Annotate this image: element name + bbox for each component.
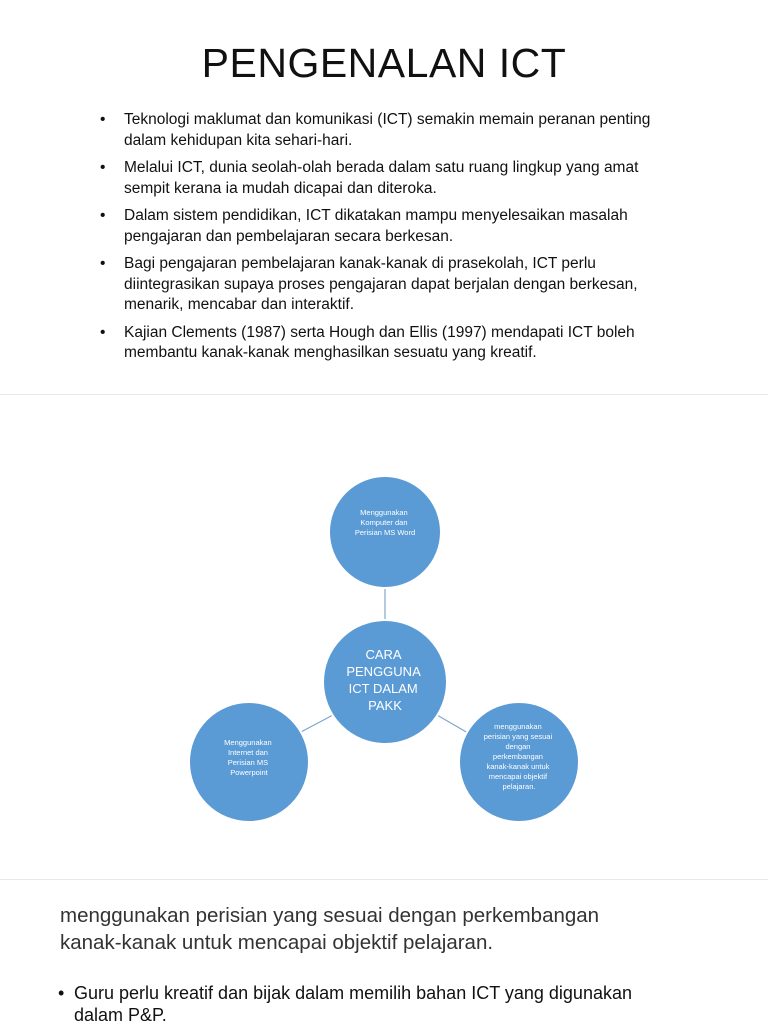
bullet-marker: • xyxy=(100,207,106,224)
slide-title: PENGENALAN ICT xyxy=(201,40,567,86)
node-right-label: menggunakan perisian yang sesuai dengan perkembangan kanak-kanak untuk mencapai objektif pelajaran. xyxy=(483,722,553,791)
slide-3 xyxy=(0,880,768,1024)
bullet-item xyxy=(100,110,675,151)
bullet-item xyxy=(100,158,675,199)
bullet-text: Kajian Clements (1987) serta Hough dan Ellis (1997) mendapati ICT boleh membantu kanak-kanak menghasilkan sesuatu yang kreatif. xyxy=(124,323,635,361)
bullet-text: Dalam sistem pendidikan, ICT dikatakan mampu menyelesaikan masalah pengajaran dan pembelajaran secara berkesan. xyxy=(124,207,628,245)
node-left-label: Menggunakan Internet dan Perisian MS Powerpoint xyxy=(224,738,272,777)
bullet-marker: • xyxy=(58,983,65,1003)
bullet-text: Teknologi maklumat dan komunikasi (ICT) semakin memain peranan penting dalam kehidupan kita sehari-hari. xyxy=(124,111,651,149)
bullet-marker: • xyxy=(100,159,106,176)
heading-line: menggunakan perisian yang sesuai dengan perkembangan xyxy=(60,904,600,927)
bullet-text-line: dalam P&P. xyxy=(74,1005,167,1025)
bullet-item xyxy=(100,254,675,316)
bullet-item xyxy=(58,982,754,1026)
bullet-item xyxy=(100,323,675,364)
bullet-text: Bagi pengajaran pembelajaran kanak-kanak di prasekolah, ICT perlu diintegrasikan supaya proses pengajaran dapat berjalan dengan berkesan, menarik, mencabar dan interaktif. xyxy=(124,255,638,313)
bullet-marker: • xyxy=(100,255,106,272)
bullet-text-line: Guru perlu kreatif dan bijak dalam memilih bahan ICT yang digunakan xyxy=(74,983,632,1003)
connector-right xyxy=(437,715,468,733)
bullet-marker: • xyxy=(100,111,106,128)
bullet-text: Melalui ICT, dunia seolah-olah berada dalam satu ruang lingkup yang amat sempit kerana ia mudah dicapai dan diteroka. xyxy=(124,159,639,197)
slide-heading-text xyxy=(60,902,740,956)
heading-line: kanak-kanak untuk mencapai objektif pelajaran. xyxy=(60,931,494,954)
bullet-marker: • xyxy=(100,323,106,341)
bullet-list xyxy=(100,110,675,371)
node-top-label: Menggunakan Komputer dan Perisian MS Word xyxy=(354,508,416,537)
bullet-item xyxy=(100,206,675,247)
node-center-label: CARA PENGGUNA ICT DALAM PAKK xyxy=(346,647,421,713)
slide-1 xyxy=(0,0,768,394)
connector-left xyxy=(299,715,333,733)
slide-2 xyxy=(0,395,768,879)
radial-diagram xyxy=(0,395,768,879)
